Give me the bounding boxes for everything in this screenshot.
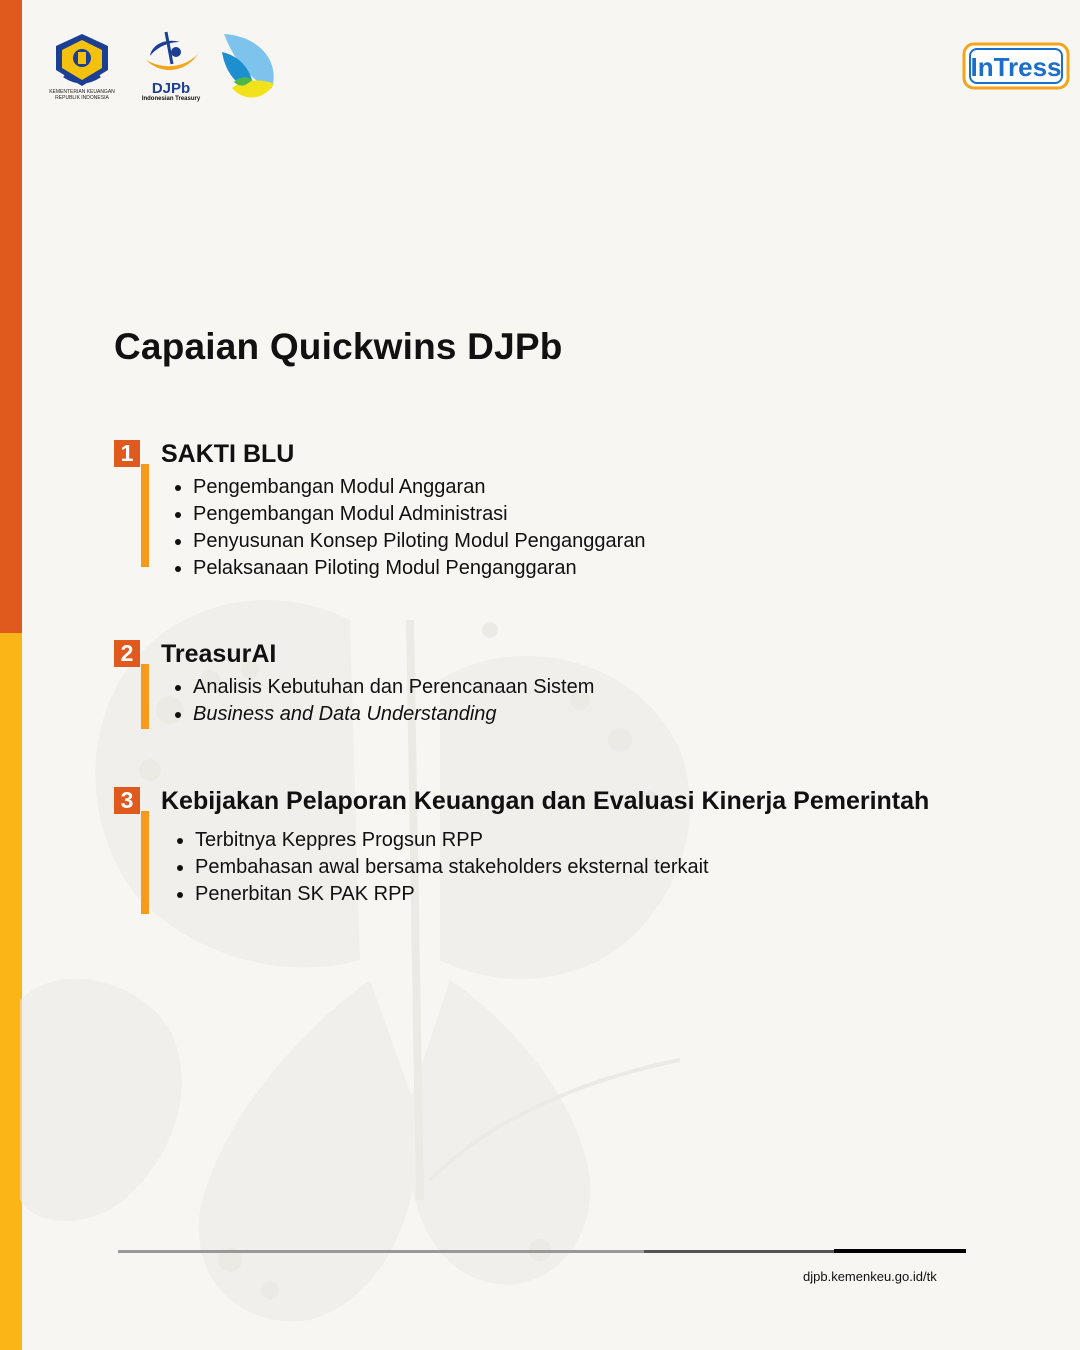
section-bullet-list — [170, 474, 646, 582]
section-number-badge: 1 — [114, 440, 140, 467]
intress-badge-icon — [962, 40, 1072, 92]
list-item: • Pembahasan awal bersama stakeholders eksternal terkait — [195, 854, 709, 881]
leaf-logo-icon — [218, 30, 278, 104]
intress-logo-text: InTress — [970, 52, 1062, 82]
section-title: SAKTI BLU — [161, 440, 295, 468]
side-accent-bar-orange — [0, 0, 22, 633]
djpb-logo-subtitle: Indonesian Treasury — [141, 96, 201, 102]
footer-url: djpb.kemenkeu.go.id/tk — [803, 1269, 937, 1284]
list-item: • Pelaksanaan Piloting Modul Penganggaran — [193, 555, 646, 582]
side-accent-bar-yellow — [0, 633, 22, 1350]
kemenkeu-logo — [44, 32, 120, 108]
djpb-swoosh-icon — [136, 30, 206, 80]
kemenkeu-caption-line2: REPUBLIK INDONESIA — [55, 95, 109, 101]
list-item: • Pengembangan Modul Anggaran — [193, 474, 646, 501]
footer-divider-dark — [644, 1250, 834, 1253]
section-accent-line — [141, 811, 149, 914]
kemenkeu-emblem-icon — [44, 32, 120, 88]
footer-divider-black — [834, 1249, 966, 1253]
list-item: • Penerbitan SK PAK RPP — [195, 881, 709, 908]
section-number-badge: 2 — [114, 640, 140, 667]
section-accent-line — [141, 664, 149, 729]
list-item: • Business and Data Understanding — [193, 701, 594, 728]
djpb-logo — [136, 30, 206, 106]
djpb-logo-name: DJPb — [151, 80, 191, 97]
footer-divider-grey — [118, 1250, 644, 1253]
section-title: Kebijakan Pelaporan Keuangan dan Evaluasi Kinerja Pemerintah — [161, 787, 930, 815]
section-accent-line — [141, 464, 149, 567]
list-item: • Pengembangan Modul Administrasi — [193, 501, 646, 528]
section-bullet-list — [172, 827, 709, 908]
page-title: Capaian Quickwins DJPb — [114, 326, 563, 367]
list-item: • Terbitnya Keppres Progsun RPP — [195, 827, 709, 854]
section-bullet-list — [170, 674, 594, 728]
section-title: TreasurAI — [161, 640, 277, 668]
list-item: • Penyusunan Konsep Piloting Modul Penganggaran — [193, 528, 646, 555]
section-number-badge: 3 — [114, 787, 140, 814]
intress-logo — [962, 40, 1072, 92]
kemenkeu-caption-line1: KEMENTERIAN KEUANGAN — [49, 89, 115, 95]
list-item: • Analisis Kebutuhan dan Perencanaan Sistem — [193, 674, 594, 701]
